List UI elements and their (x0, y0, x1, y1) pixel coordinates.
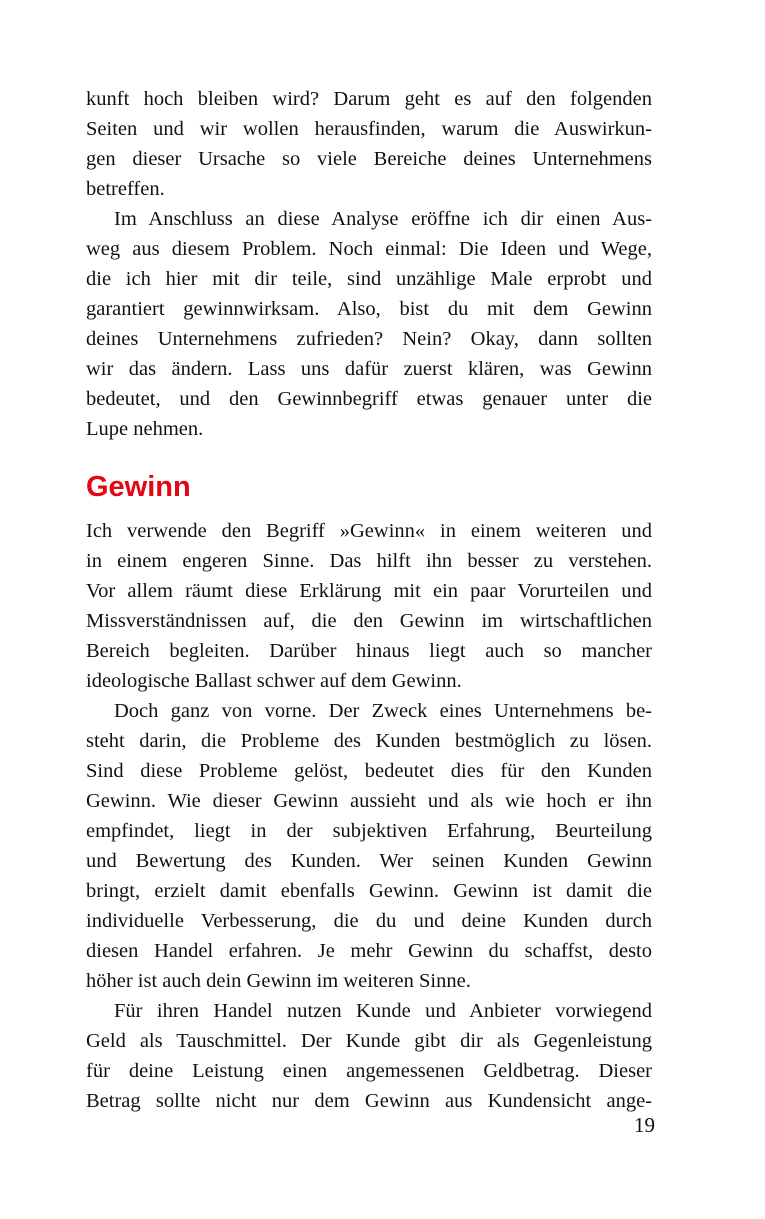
text-line: steht darin, die Probleme des Kunden bestmöglich zu lösen. (86, 730, 652, 752)
text-line: Im Anschluss an diese Analyse eröffne ich dir einen Aus- (114, 208, 652, 230)
text-line: weg aus diesem Problem. Noch einmal: Die Ideen und Wege, (86, 238, 652, 260)
body-text-after-heading (86, 516, 652, 1116)
text-line: Ich verwende den Begriff »Gewinn« in einem weiteren und (86, 520, 652, 542)
text-line: Geld als Tauschmittel. Der Kunde gibt dir als Gegenleistung (86, 1030, 652, 1052)
text-line: bringt, erzielt damit ebenfalls Gewinn. Gewinn ist damit die (86, 880, 652, 902)
text-line: Vor allem räumt diese Erklärung mit ein paar Vorurteilen und (86, 580, 652, 602)
paragraph (86, 996, 652, 1116)
text-line: diesen Handel erfahren. Je mehr Gewinn du schaffst, desto (86, 940, 652, 962)
text-line: deines Unternehmens zufrieden? Nein? Okay, dann sollten (86, 328, 652, 350)
text-line: Missverständnissen auf, die den Gewinn im wirtschaftlichen (86, 610, 652, 632)
text-line: Für ihren Handel nutzen Kunde und Anbieter vorwiegend (114, 1000, 652, 1022)
text-line: und Bewertung des Kunden. Wer seinen Kunden Gewinn (86, 850, 652, 872)
text-line: gen dieser Ursache so viele Bereiche deines Unternehmens (86, 148, 652, 170)
text-line: Bereich begleiten. Darüber hinaus liegt auch so mancher (86, 640, 652, 662)
text-line: die ich hier mit dir teile, sind unzählige Male erprobt und (86, 268, 652, 290)
section-heading: Gewinn (86, 471, 191, 503)
text-line: empfindet, liegt in der subjektiven Erfahrung, Beurteilung (86, 820, 652, 842)
text-line: Seiten und wir wollen herausfinden, warum die Auswirkun- (86, 118, 652, 140)
text-line: höher ist auch dein Gewinn im weiteren Sinne. (86, 970, 471, 992)
text-line: in einem engeren Sinne. Das hilft ihn besser zu verstehen. (86, 550, 652, 572)
text-line: Doch ganz von vorne. Der Zweck eines Unternehmens be- (114, 700, 652, 722)
text-line: kunft hoch bleiben wird? Darum geht es auf den folgenden (86, 88, 652, 110)
paragraph (86, 696, 652, 996)
text-line: für deine Leistung einen angemessenen Geldbetrag. Dieser (86, 1060, 652, 1082)
text-line: individuelle Verbesserung, die du und deine Kunden durch (86, 910, 652, 932)
text-block (86, 84, 652, 1116)
page-number: 19 (634, 1113, 655, 1137)
paragraph (86, 204, 652, 444)
text-line: Gewinn. Wie dieser Gewinn aussieht und als wie hoch er ihn (86, 790, 652, 812)
text-line: bedeutet, und den Gewinnbegriff etwas genauer unter die (86, 388, 652, 410)
text-line: Sind diese Probleme gelöst, bedeutet dies für den Kunden (86, 760, 652, 782)
text-line: betreffen. (86, 178, 165, 200)
text-line: wir das ändern. Lass uns dafür zuerst klären, was Gewinn (86, 358, 652, 380)
text-line: Lupe nehmen. (86, 418, 204, 440)
body-text-before-heading (86, 84, 652, 444)
text-line: ideologische Ballast schwer auf dem Gewinn. (86, 670, 462, 692)
text-line: Betrag sollte nicht nur dem Gewinn aus Kundensicht ange- (86, 1090, 652, 1112)
paragraph (86, 84, 652, 204)
paragraph (86, 516, 652, 696)
text-line: garantiert gewinnwirksam. Also, bist du mit dem Gewinn (86, 298, 652, 320)
